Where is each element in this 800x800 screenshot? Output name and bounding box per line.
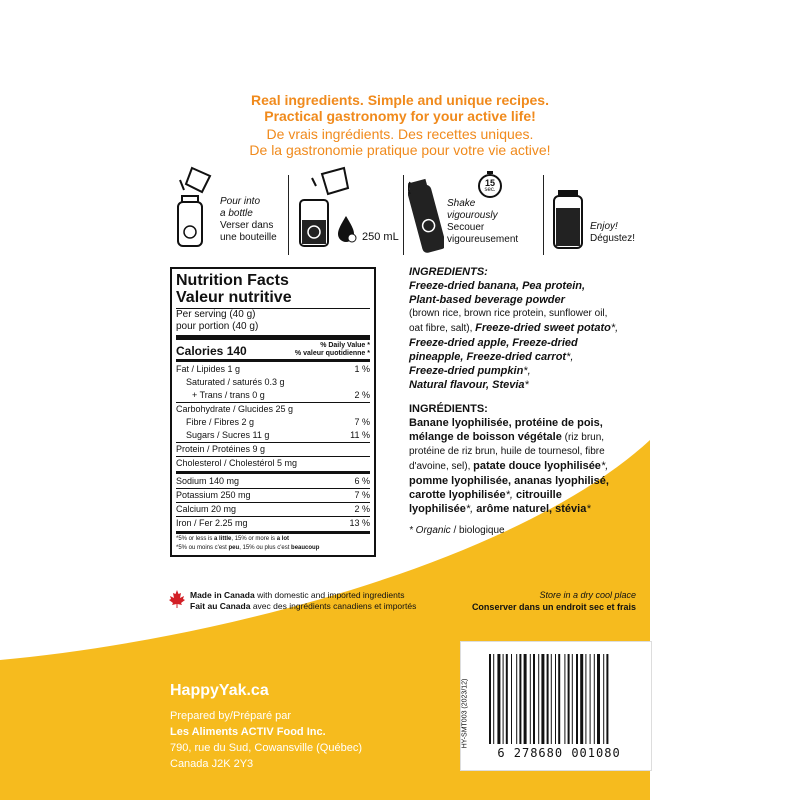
tagline-en-2: Practical gastronomy for your active life!	[264, 108, 536, 124]
nutrient-row: Potassium 250 mg 7 %	[176, 490, 370, 500]
pour-en-2: a bottle	[220, 208, 253, 219]
nutrient-row: Calcium 20 mg 2 %	[176, 504, 370, 514]
storage-fr: Conserver dans un endroit sec et frais	[471, 602, 636, 612]
filled-bottle-icon	[550, 188, 586, 250]
ingredients-block: INGREDIENTS: Freeze-dried banana, Pea protein, Plant-based beverage powder (brown rice, brown rice protein, sunflower oil, oat fibre, salt), Freeze-dried sweet potato*, Freeze-dried apple, Freeze-dried pineapple, Freeze-dried carrot*, Freeze-dried pumpkin*, Natural flavour, Stevia* INGRÉDIENTS: Banane lyophilisée, protéine de pois, mélange de boisson végétale (riz brun, protéine de riz brun, huile de tournesol, fibre d'avoine, sel), patate douce lyophilisée*, pomme lyophilisée, ananas lyophilisé, carotte lyophilisée*, citrouille lyophilisée*, arôme naturel, stévia* * Organic / biologique	[409, 265, 639, 538]
made-in-canada-en: Made in Canada with domestic and imported ingredients	[190, 590, 405, 600]
nutrition-facts-table	[170, 267, 376, 557]
timer-unit: sec.	[484, 187, 496, 193]
ingredients-heading-en: INGREDIENTS:	[409, 266, 488, 278]
shake-en-1: Shake	[447, 198, 476, 209]
nutrient-row: Sugars / Sucres 11 g 11 %	[186, 430, 370, 440]
address-line-1: 790, rue du Sud, Cowansville (Québec)	[170, 742, 362, 754]
nutrient-row: Sodium 140 mg 6 %	[176, 476, 370, 486]
pour-en-1: Pour into	[220, 196, 261, 207]
tagline-fr-1: De vrais ingrédients. Des recettes uniques.	[266, 126, 534, 142]
barcode-number: 6 278680 001080	[497, 746, 621, 760]
pour-powder-icon	[170, 162, 220, 252]
tagline-en-1: Real ingredients. Simple and unique recipes.	[251, 92, 549, 108]
nutrient-row: Carbohydrate / Glucides 25 g	[176, 404, 294, 414]
made-in-canada-fr: Fait au Canada avec des ingrédients canadiens et importés	[190, 601, 417, 611]
timer-value: 15	[484, 178, 495, 188]
company-name: Les Aliments ACTIV Food Inc.	[170, 726, 326, 738]
shake-en-2: vigourously	[447, 210, 498, 221]
step-pour-text	[220, 196, 277, 244]
step-shake-text	[447, 198, 518, 246]
calories: Calories 140	[176, 344, 247, 358]
serving-size-fr: pour portion (40 g)	[176, 321, 259, 332]
nutrient-row: Cholesterol / Cholestérol 5 mg	[176, 458, 298, 468]
enjoy-fr: Dégustez!	[590, 233, 636, 244]
step-enjoy-text	[590, 221, 635, 245]
tagline-fr-2: De la gastronomie pratique pour votre vie active!	[249, 142, 551, 158]
nutrition-title-en: Nutrition Facts	[176, 272, 289, 289]
footnote-fr: *5% ou moins c'est peu, 15% ou plus c'est beaucoup	[176, 545, 320, 551]
prepared-by: Prepared by/Préparé par	[170, 710, 292, 722]
water-volume: 250 mL	[362, 231, 399, 243]
ingredients-heading-fr: INGRÉDIENTS:	[409, 403, 488, 415]
barcode-icon	[489, 654, 639, 744]
nutrient-row: Fibre / Fibres 2 g 7 %	[186, 417, 370, 427]
nutrient-row: Saturated / saturés 0.3 g	[186, 377, 285, 387]
nutrient-row: Fat / Lipides 1 g 1 %	[176, 364, 370, 374]
step-divider-3	[543, 175, 544, 255]
maple-leaf-icon	[168, 589, 186, 609]
nutrient-row: Iron / Fer 2.25 mg 13 %	[176, 518, 370, 528]
daily-value-en: % Daily Value *	[320, 342, 370, 349]
pour-fr-2: une bouteille	[220, 232, 277, 243]
daily-value-fr: % valeur quotidienne *	[294, 350, 370, 357]
barcode-panel	[460, 641, 652, 771]
step-divider-1	[288, 175, 289, 255]
address-line-2: Canada J2K 2Y3	[170, 758, 254, 770]
water-drop-icon	[336, 214, 358, 244]
organic-note: * Organic / biologique	[409, 525, 505, 536]
shake-fr-1: Secouer	[447, 222, 485, 233]
shake-bottle-icon	[408, 176, 444, 258]
pour-fr-1: Verser dans	[220, 220, 274, 231]
serving-size-en: Per serving (40 g)	[176, 309, 256, 320]
enjoy-en: Enjoy!	[590, 221, 618, 232]
step-divider-2	[403, 175, 404, 255]
product-code: HY-SMT003 (2023/12)	[461, 678, 469, 749]
nutrient-row: Protein / Protéines 9 g	[176, 444, 266, 454]
nutrition-title-fr: Valeur nutritive	[176, 289, 292, 306]
nutrient-row: + Trans / trans 0 g 2 %	[192, 390, 370, 400]
storage-en: Store in a dry cool place	[539, 590, 636, 600]
shake-fr-2: vigoureusement	[447, 234, 519, 245]
website: HappyYak.ca	[170, 682, 269, 699]
footnote-en: *5% or less is a little, 15% or more is a lot	[176, 536, 290, 542]
